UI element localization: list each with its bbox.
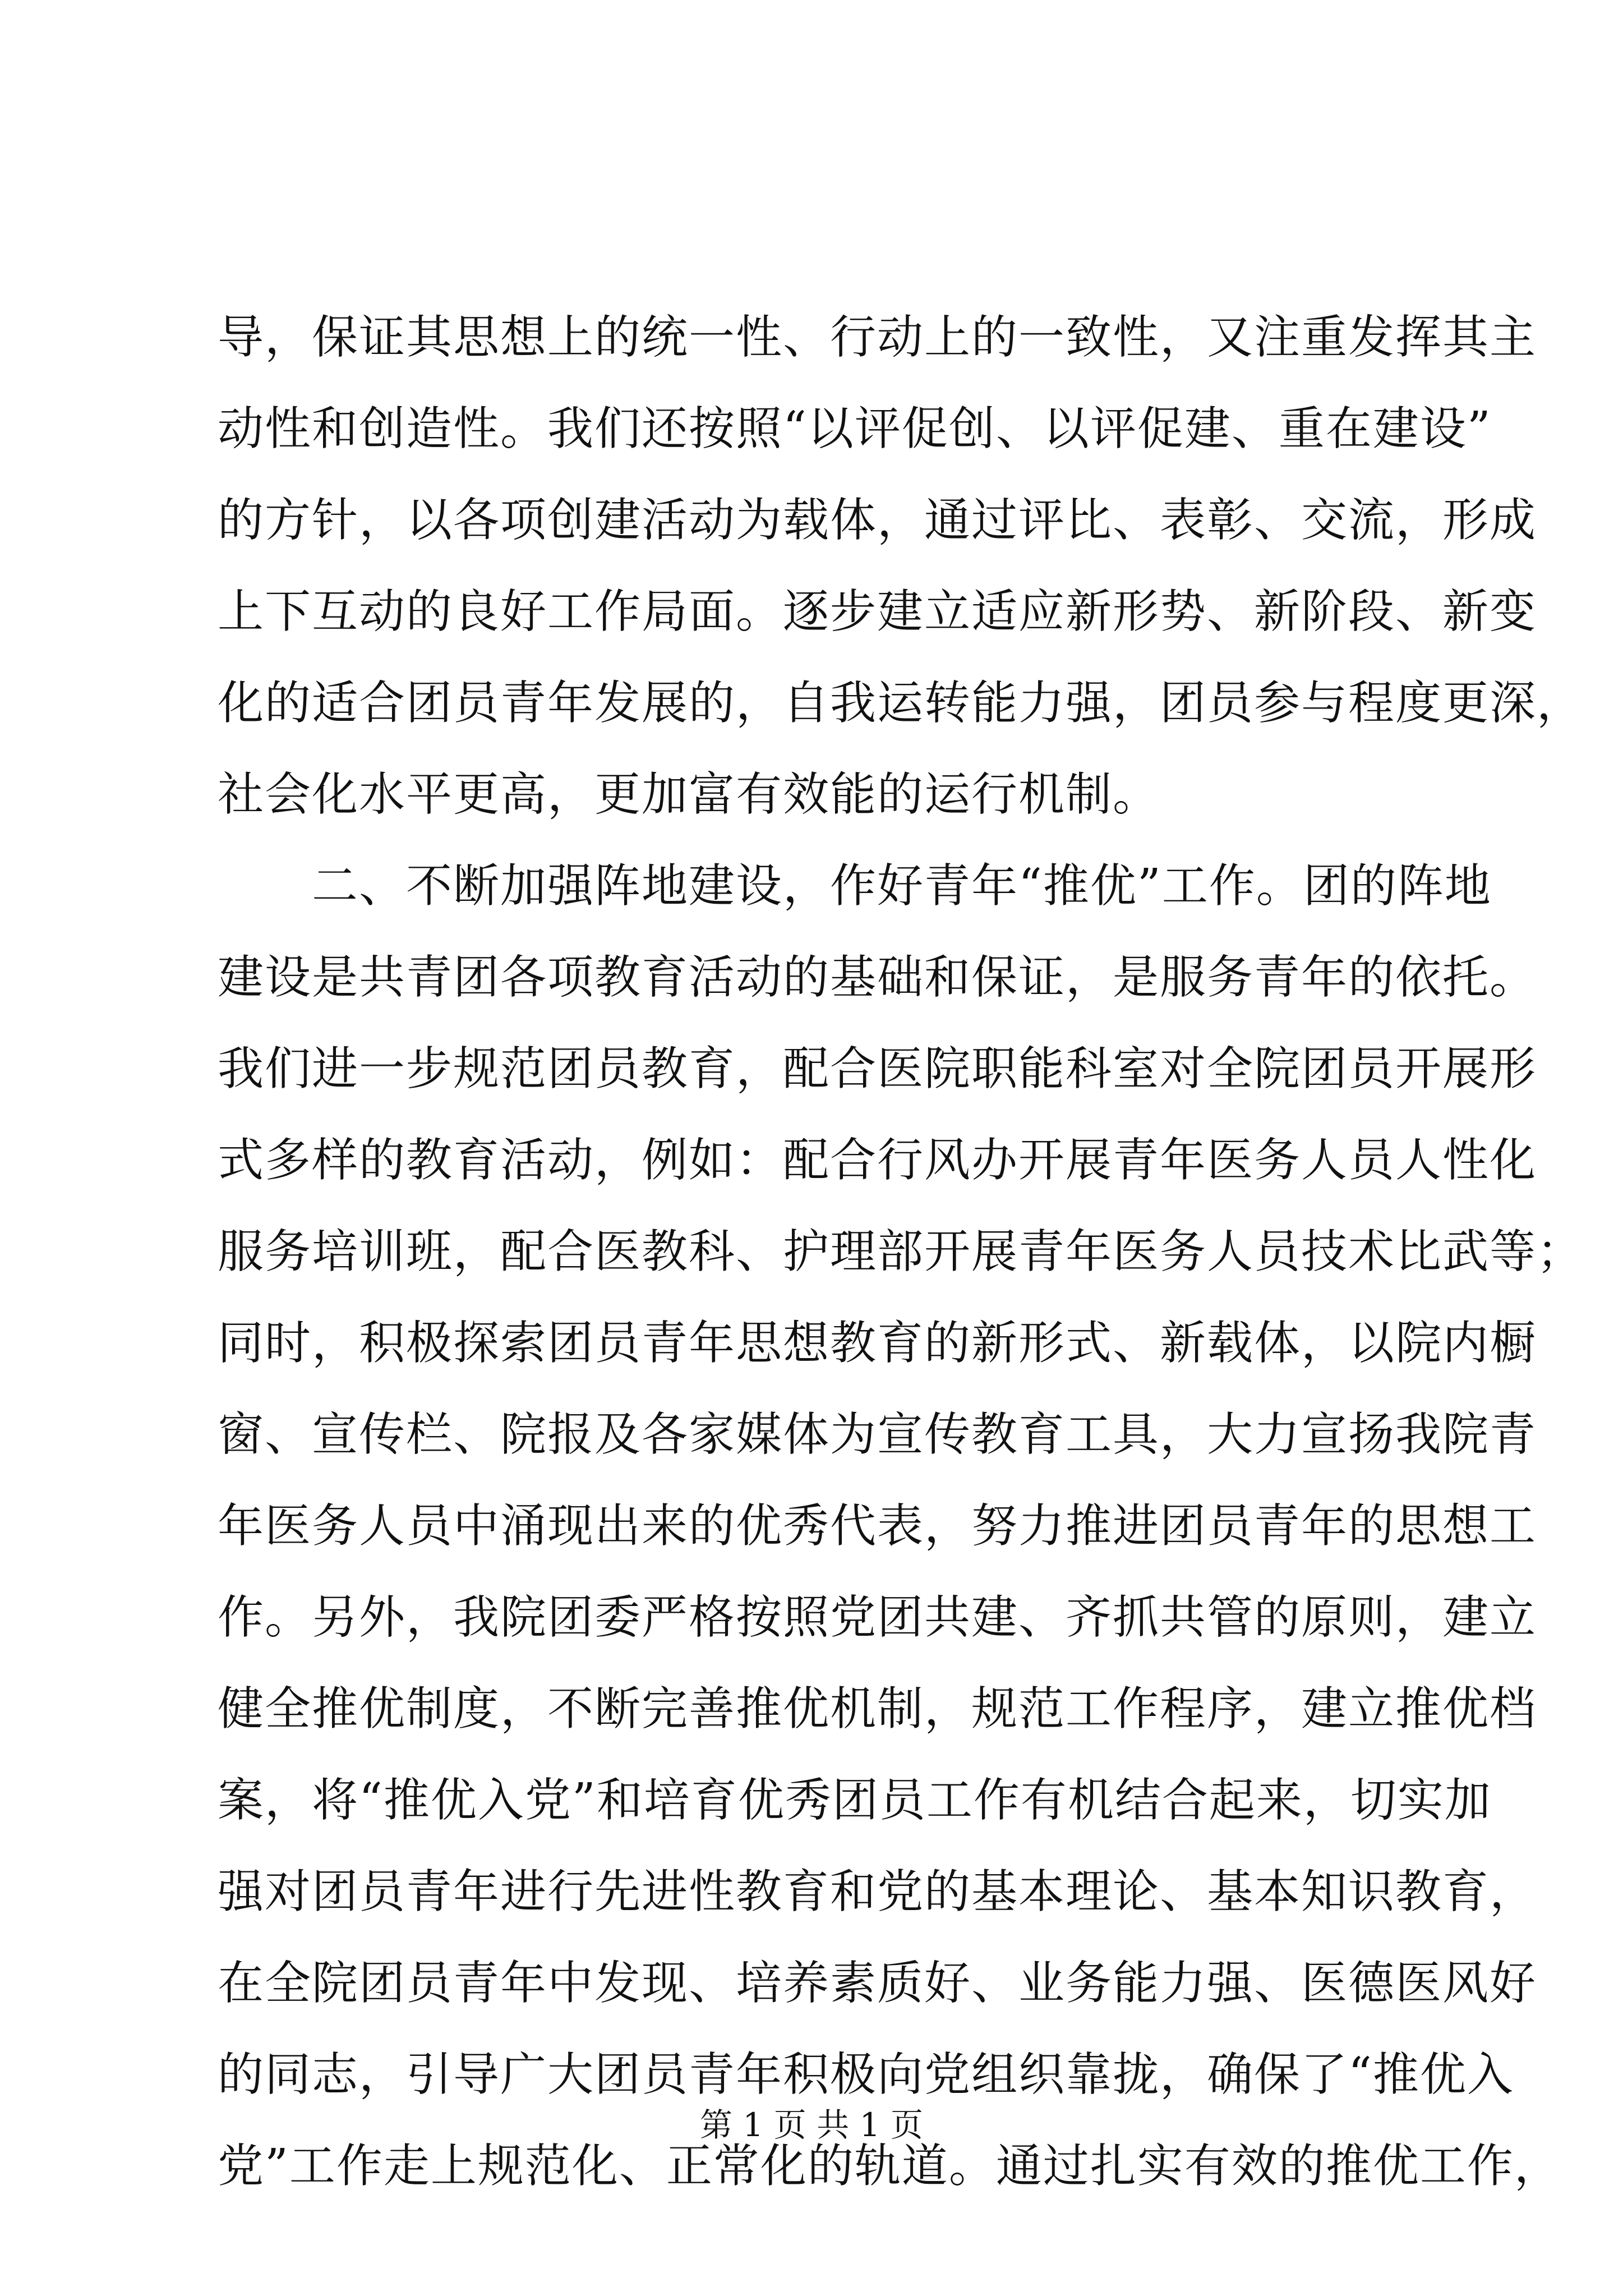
text-line: 建设是共青团各项教育活动的基础和保证，是服务青年的依托。 bbox=[218, 951, 1537, 1004]
text-line: 窗、宣传栏、院报及各家媒体为宣传教育工具，大力宣扬我院青 bbox=[218, 1408, 1537, 1461]
text-line: 导，保证其思想上的统一性、行动上的一致性，又注重发挥其主 bbox=[218, 311, 1537, 364]
text-line: 强对团员青年进行先进性教育和党的基本理论、基本知识教育， bbox=[218, 1865, 1537, 1918]
text-line: 动性和创造性。我们还按照“以评促创、以评促建、重在建设” bbox=[218, 402, 1492, 455]
text-line: 同时，积极探索团员青年思想教育的新形式、新载体，以院内橱 bbox=[218, 1317, 1537, 1370]
text-line: 作。另外，我院团委严格按照党团共建、齐抓共管的原则，建立 bbox=[218, 1591, 1537, 1644]
text-line: 服务培训班，配合医教科、护理部开展青年医务人员技术比武等； bbox=[218, 1225, 1584, 1278]
text-line: 党”工作走上规范化、正常化的轨道。通过扎实有效的推优工作， bbox=[218, 2139, 1561, 2193]
page-footer bbox=[0, 2102, 1623, 2147]
text-line: 的同志，引导广大团员青年积极向党组织靠拢，确保了“推优入 bbox=[218, 2048, 1514, 2101]
text-line: 化的适合团员青年发展的，自我运转能力强，团员参与程度更深， bbox=[218, 677, 1584, 730]
text-line: 在全院团员青年中发现、培养素质好、业务能力强、医德医风好 bbox=[218, 1957, 1537, 2010]
text-line: 健全推优制度，不断完善推优机制，规范工作程序，建立推优档 bbox=[218, 1682, 1537, 1736]
text-line: 式多样的教育活动，例如：配合行风办开展青年医务人员人性化 bbox=[218, 1134, 1537, 1187]
text-line: 社会化水平更高，更加富有效能的运行机制。 bbox=[218, 768, 1160, 821]
body-text bbox=[218, 292, 1584, 2212]
text-line: 案，将“推优入党”和培育优秀团员工作有机结合起来，切实加 bbox=[218, 1774, 1492, 1827]
text-line: 二、不断加强阵地建设，作好青年“推优”工作。团的阵地 bbox=[218, 859, 1492, 913]
page-number: 第 1 页 共 1 页 bbox=[700, 2106, 923, 2144]
text-line: 我们进一步规范团员教育，配合医院职能科室对全院团员开展形 bbox=[218, 1042, 1537, 1096]
text-line: 的方针，以各项创建活动为载体，通过评比、表彰、交流，形成 bbox=[218, 494, 1537, 547]
text-line: 上下互动的良好工作局面。逐步建立适应新形势、新阶段、新变 bbox=[218, 585, 1537, 638]
text-line: 年医务人员中涌现出来的优秀代表，努力推进团员青年的思想工 bbox=[218, 1499, 1537, 1553]
